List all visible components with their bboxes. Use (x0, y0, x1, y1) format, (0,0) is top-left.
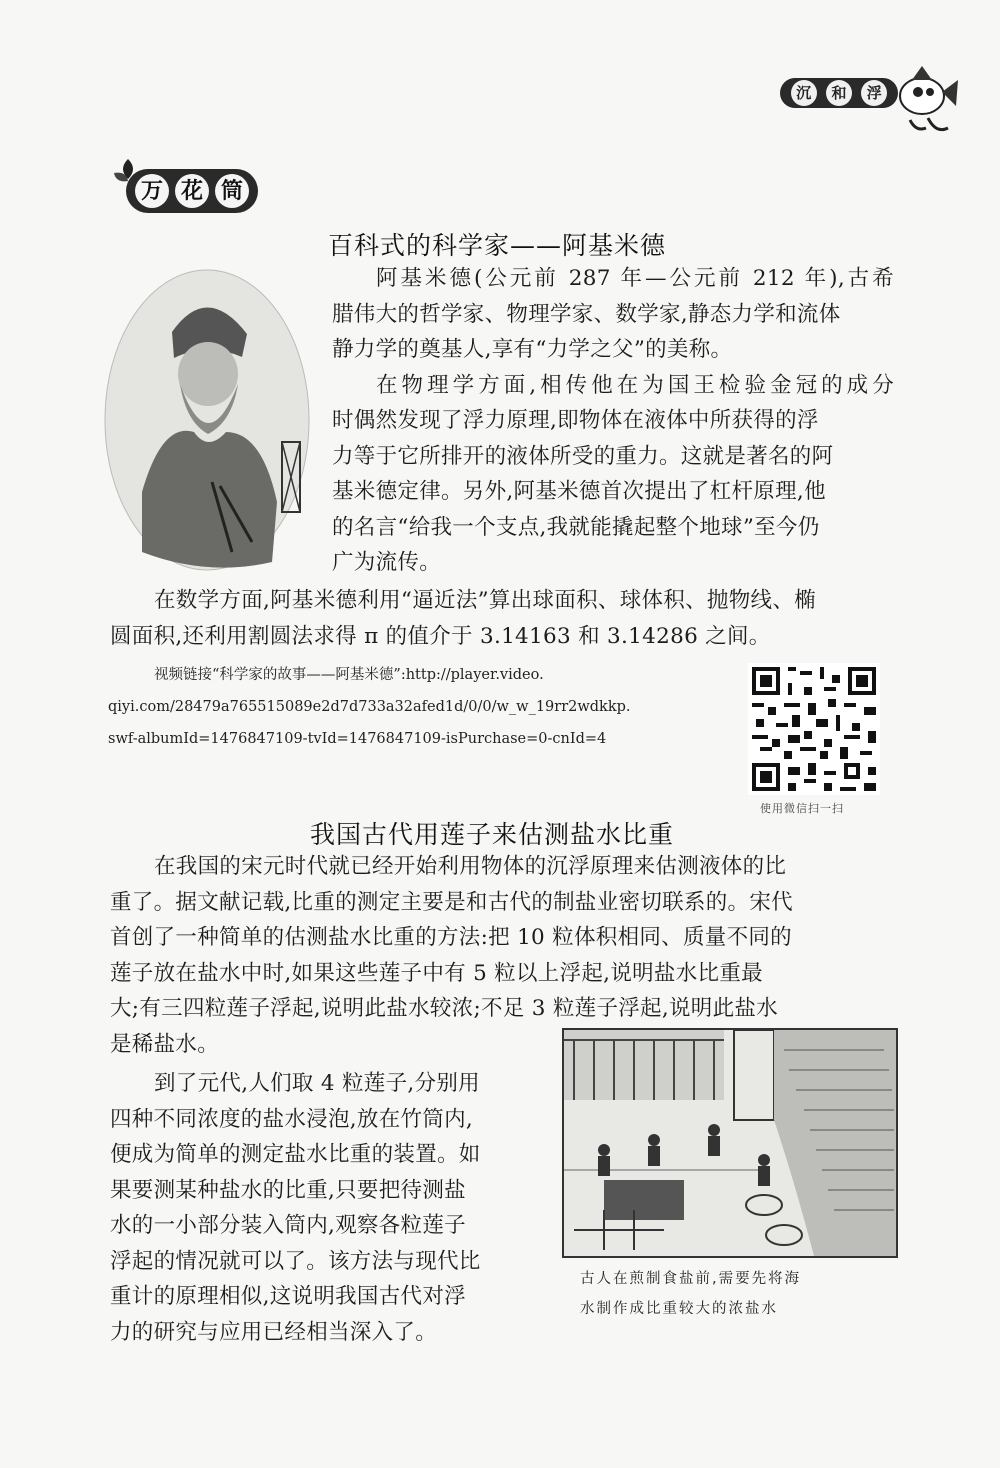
article1-math-paragraph (110, 583, 895, 654)
article2-paragraph-2 (110, 1066, 550, 1350)
text-line: 圆面积,还利用割圆法求得 π 的值介于 3.14163 和 3.14286 之间。 (110, 623, 771, 649)
header-badge-char: 浮 (861, 80, 887, 106)
text-line: 四种不同浓度的盐水浸泡,放在竹筒内, (110, 1106, 474, 1132)
text-line: 莲子放在盐水中时,如果这些莲子中有 5 粒以上浮起,说明盐水比重最 (110, 960, 763, 986)
text-line: 时偶然发现了浮力原理,即物体在液体中所获得的浮 (332, 408, 819, 433)
section-badge-pill (126, 169, 258, 213)
section-badge-char: 万 (135, 174, 169, 208)
salt-making-illustration (562, 1028, 898, 1258)
text-line: 的名言“给我一个支点,我就能撬起整个地球”至今仍 (332, 514, 820, 540)
paragraph (332, 403, 894, 581)
article1-intro (332, 261, 894, 581)
text-line: 阿基米德(公元前 287 年—公元前 212 年),古希 (376, 266, 894, 291)
text-line: 力等于它所排开的液体所受的重力。这就是著名的阿 (332, 443, 834, 469)
header-badge (780, 62, 960, 142)
header-badge-pill (780, 78, 898, 108)
archimedes-portrait (102, 262, 312, 577)
caption-line: 古人在煎制食盐前,需要先将海 (580, 1271, 802, 1287)
text-line: 果要测某种盐水的比重,只要把待测盐 (110, 1177, 466, 1203)
illustration-caption (580, 1264, 801, 1324)
qr-code (748, 663, 880, 795)
paragraph (332, 261, 894, 297)
section-badge-char: 花 (175, 174, 209, 208)
text-line: 重了。据文献记载,比重的测定主要是和古代的制盐业密切联系的。宋代 (110, 889, 793, 915)
article1-title: 百科式的科学家——阿基米德 (328, 231, 667, 260)
header-badge-char: 和 (826, 80, 852, 106)
text-line: 腊伟大的哲学家、物理学家、数学家,静态力学和流体 (332, 301, 841, 327)
caption-line: 水制作成比重较大的浓盐水 (580, 1301, 778, 1317)
video-link-line: 视频链接“科学家的故事——阿基米德”:http://player.video. (154, 667, 544, 683)
text-line: 在物理学方面,相传他在为国王检验金冠的成分 (376, 372, 894, 398)
video-link (108, 659, 708, 755)
text-line: 重计的原理相似,这说明我国古代对浮 (110, 1284, 466, 1309)
video-link-line: qiyi.com/28479a765515089e2d7d733a32afed1d/0/0/w_w_19rr2wdkkp. (108, 699, 631, 715)
video-link-line: swf-albumId=1476847109-tvId=1476847109-isPurchase=0-cnId=4 (108, 731, 607, 747)
text-line: 在我国的宋元时代就已经开始利用物体的沉浮原理来估测液体的比 (154, 854, 787, 879)
paragraph (110, 1066, 550, 1350)
text-line: 广为流传。 (332, 550, 442, 575)
text-line: 大;有三四粒莲子浮起,说明此盐水较浓;不足 3 粒莲子浮起,说明此盐水 (110, 996, 779, 1021)
text-line: 静力学的奠基人,享有“力学之父”的美称。 (332, 337, 733, 362)
text-line: 首创了一种简单的估测盐水比重的方法:把 10 粒体积相同、质量不同的 (110, 925, 792, 950)
section-badge (108, 155, 268, 225)
text-line: 在数学方面,阿基米德利用“逼近法”算出球面积、球体积、抛物线、椭 (154, 588, 816, 613)
article2-title: 我国古代用莲子来估测盐水比重 (310, 820, 675, 849)
text-line: 力的研究与应用已经相当深入了。 (110, 1319, 438, 1345)
text-line: 水的一小部分装入筒内,观察各粒莲子 (110, 1213, 466, 1238)
paragraph (332, 297, 894, 368)
qr-caption: 使用微信扫一扫 (760, 802, 844, 815)
section-badge-char: 筒 (215, 174, 249, 208)
text-line: 到了元代,人们取 4 粒莲子,分别用 (154, 1071, 480, 1096)
text-line: 是稀盐水。 (110, 1031, 220, 1057)
fish-mascot-icon (892, 62, 960, 140)
paragraph (332, 368, 894, 404)
text-line: 基米德定律。另外,阿基米德首次提出了杠杆原理,他 (332, 479, 826, 504)
text-line: 便成为简单的测定盐水比重的装置。如 (110, 1142, 481, 1167)
qr-code-icon (748, 663, 880, 795)
header-badge-char: 沉 (791, 80, 817, 106)
paragraph (110, 583, 895, 654)
text-line: 浮起的情况就可以了。该方法与现代比 (110, 1248, 481, 1274)
